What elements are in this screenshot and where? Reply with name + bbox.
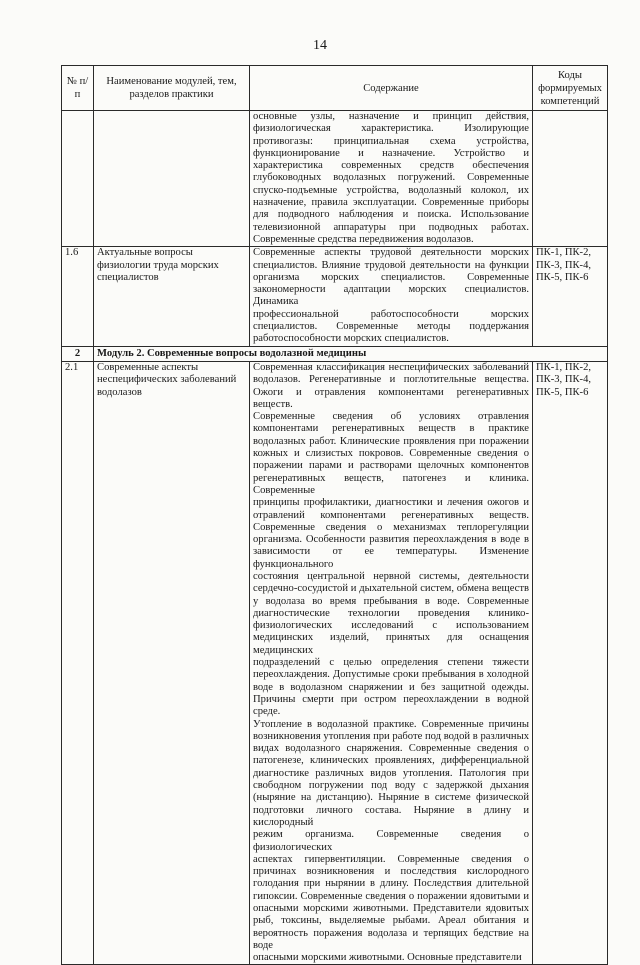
content-line: возникновения утопления при работе под водой в различных [253,730,529,742]
header-codes: Коды формируемых компетенций [533,66,608,111]
content-line: Утопление в водолазной практике. Современные причины [253,718,529,730]
content-line: организма морских специалистов. Современные [253,271,529,283]
content-line: видах водолазного снаряжения. Современные сведения о [253,743,529,755]
content-line: для подводного наблюдения и поиска. Использование [253,209,529,221]
content-line: медицинских изделий, принятых для оснащения медицинских [253,632,529,656]
content-line: специалистов. Современные методы поддержания [253,321,529,333]
content-line: диагностические технологии проведения клинико- [253,607,529,619]
content-line: работоспособности морских специалистов. [253,333,449,345]
content-line: регенеративных веществ, патогенез и клиника. Современные [253,472,529,496]
content-line: функционирование и назначение. Устройство и [253,147,529,159]
row-content [250,111,533,247]
module-row [62,346,608,361]
content-line: рыб, токсины, выделяемые рыбами. Ареал обитания и [253,915,529,927]
content-line: Современная классификация неспецифических заболеваний [253,361,529,373]
content-line: противогазы: принципиальная схема устройства, [253,135,529,147]
content-line: Современные сведения об условиях отравления [253,411,529,423]
code-line: ПК-1, ПК-2, [536,247,592,259]
code-line: ПК-5, ПК-6 [536,386,589,398]
content-line: закономерности адаптации морских специалистов. Динамика [253,284,529,308]
row-name [94,111,250,247]
content-line: глубоководных водолазных погружений. Современные [253,172,529,184]
content-line: свободном погружении под воду с задержкой дыхания [253,780,529,792]
row-codes [533,247,608,346]
row-codes [533,111,608,247]
header-name: Наименование модулей, тем, разделов практики [94,66,250,111]
content-line: у водолаза во время пребывания в воде. Современные [253,595,529,607]
content-line: зависимости от ее температуры. Изменение функционального [253,546,529,570]
content-line: режим организма. Современные сведения о физиологических [253,829,529,853]
content-line: воде в водолазном снаряжении и без защитной одежды. [253,681,529,693]
content-line: подготовки личного состава. Ныряние в длину и кислородный [253,804,529,828]
content-line: телевизионной аппаратуры при подводных работах. [253,221,529,233]
table-row [62,361,608,965]
module-num: 2 [62,346,94,361]
content-line: организма. Особенности развития переохлаждения в воде в [253,534,529,546]
content-line: компонентами регенеративных веществ в практике [253,423,529,435]
content-line: основные узлы, назначение и принцип действия, [253,111,529,122]
content-line: опасными морскими животными. Представители ядовитых [253,903,529,914]
content-line: физиологическая характеристика. Изолирующие [253,123,529,135]
content-line: Современные сведения о механизмах теплорегуляции [253,521,529,533]
code-line: ПК-5, ПК-6 [536,271,589,283]
page-number: 14 [313,38,327,53]
row-codes [533,361,608,965]
content-line: спуско-подъемные устройства, водолазный колокол, их [253,184,529,196]
table-row [62,111,608,247]
row-name: Актуальные вопросы физиологии труда морских специалистов [94,247,250,346]
content-line: Ожоги и отравления компонентами регенеративных веществ. [253,386,529,410]
content-line: Современные средства передвижения водолазов. [253,233,474,245]
content-line: голодания при нырянии в длину. Последствия длительной [253,878,529,890]
content-line: принципы профилактики, диагностики и лечения ожогов и [253,497,529,509]
code-line: ПК-3, ПК-4, [536,259,592,271]
content-line: специалистов. Влияние трудовой деятельности на функции [253,259,529,271]
content-line: поражении парами и растворами щелочных компонентов [253,460,529,472]
content-line: водолазов. Регенеративные и поглотительные вещества. [253,374,529,386]
content-line: состояния центральной нервной системы, деятельности [253,570,529,582]
content-line: профессиональной работоспособности морских [253,308,529,320]
content-line: подразделений с целью определения степени тяжести [253,657,529,669]
curriculum-table [61,65,608,965]
table-row [62,247,608,346]
code-line: ПК-3, ПК-4, [536,374,592,386]
content-line: Современные аспекты трудовой деятельности морских [253,247,529,259]
row-num: 2.1 [62,361,94,965]
header-content: Содержание [250,66,533,111]
row-name: Современные аспекты неспецифических заболеваний водолазов [94,361,250,965]
content-line: сердечно-сосудистой и дыхательной систем, обмена веществ [253,583,529,595]
content-line: диагностике различных видов утопления. Патология при [253,767,529,779]
content-line: назначение, правила эксплуатации. Современные приборы [253,197,529,209]
header-num: № п/п [62,66,94,111]
row-num [62,111,94,247]
content-line: патогенезе, клинических проявлениях, дифференциальной [253,755,529,767]
content-line: Причины смерти при остром переохлаждении в водной среде. [253,693,529,718]
row-num: 1.6 [62,247,94,346]
content-line: кожных и слизистых покровов. Современные сведения о [253,448,529,460]
module-title: Модуль 2. Современные вопросы водолазной медицины [94,346,608,361]
content-line: (ныряние на дистанцию). Ныряние в системе физической [253,792,529,804]
table-header-row [62,66,608,111]
content-line: опасными морскими животными. Основные представители [253,952,522,964]
content-line: причинах возникновения и последствия кислородного [253,866,529,878]
content-line: характеристика современных средств обеспечения [253,160,529,172]
content-line: переохлаждения. Допустимые сроки пребывания в холодной [253,669,529,681]
content-line: отравлений компонентами регенеративных веществ. [253,509,529,521]
content-line: гипоксии. Современные сведения о поражении ядовитыми и [253,890,529,902]
row-content [250,247,533,346]
content-line: водолазных работ. Клинические проявления при поражении [253,435,529,447]
code-line: ПК-1, ПК-2, [536,361,592,373]
content-line: вероятность поражения водолаза и терпящих бедствие на воде [253,927,529,951]
row-content [250,361,533,965]
content-line: аспектах гипервентиляции. Современные сведения о [253,853,529,865]
content-line: физиологических исследований с использованием [253,620,529,632]
